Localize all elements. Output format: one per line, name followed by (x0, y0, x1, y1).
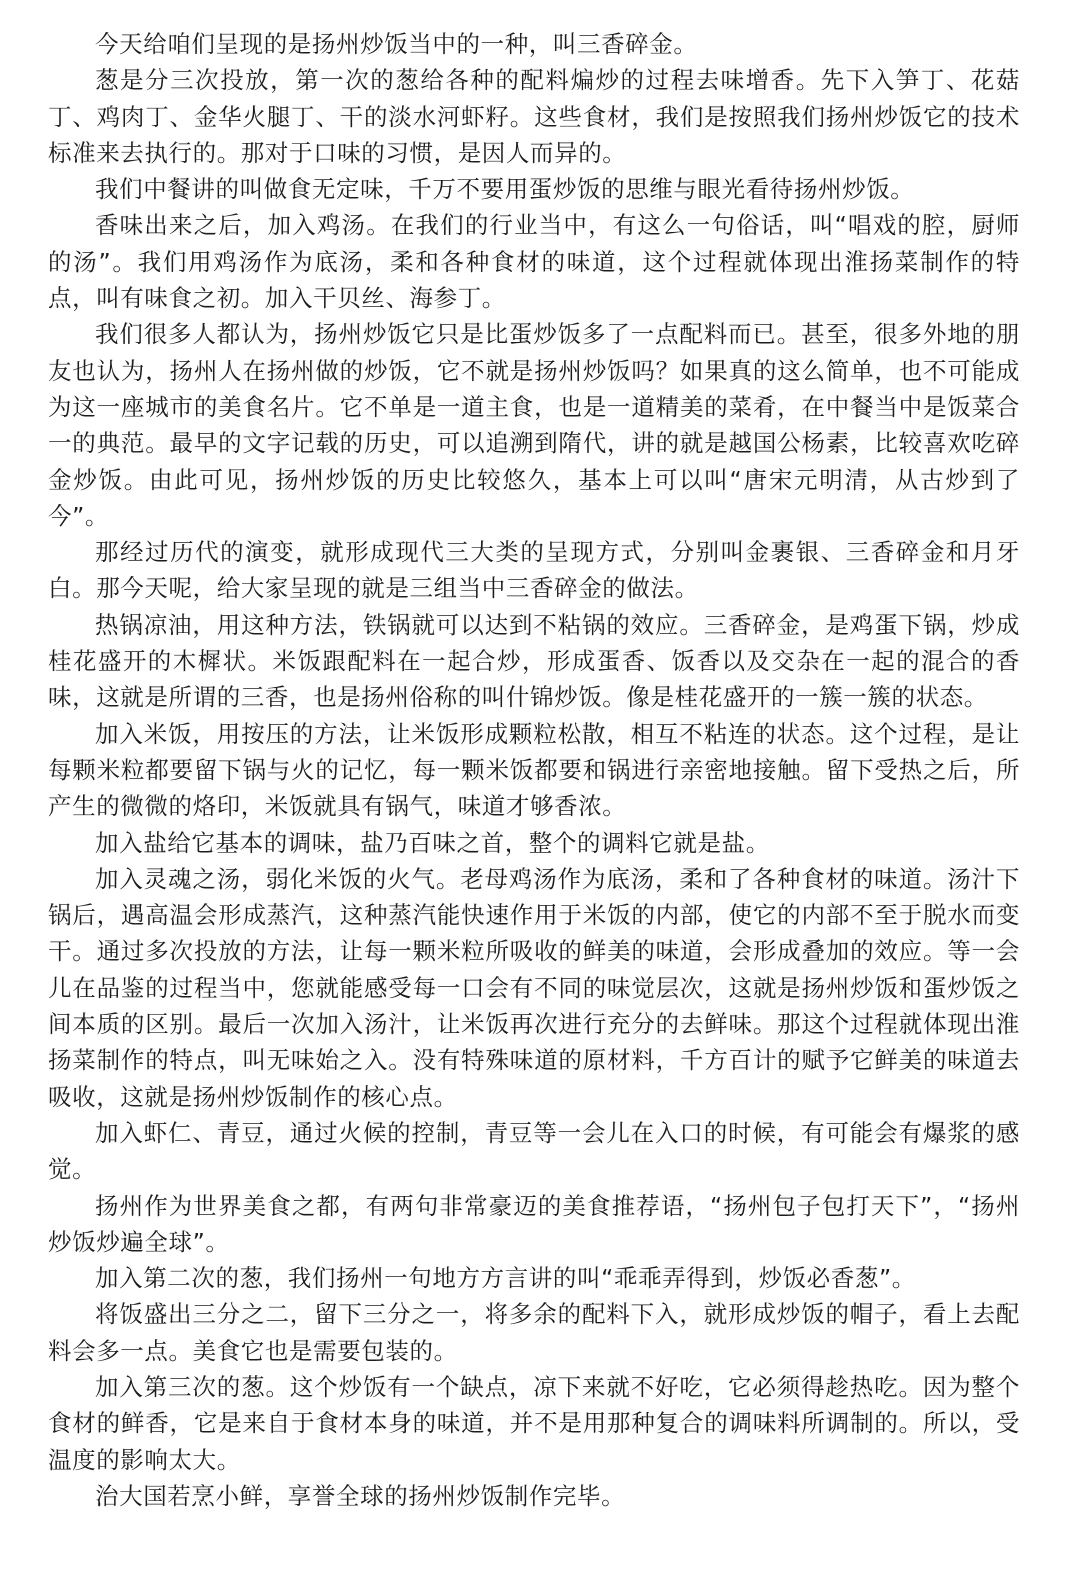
paragraph-12: 扬州作为世界美食之都，有两句非常豪迈的美食推荐语，“扬州包子包打天下”，“扬州炒饭炒遍全球”。 (48, 1191, 1020, 1256)
paragraph-7: 热锅凉油，用这种方法，铁锅就可以达到不粘锅的效应。三香碎金，是鸡蛋下锅，炒成桂花盛开的木樨状。米饭跟配料在一起合炒，形成蛋香、饭香以及交杂在一起的混合的香味，这就是所谓的三香，也是扬州俗称的叫什锦炒饭。像是桂花盛开的一簇一簇的状态。 (48, 610, 1020, 712)
paragraph-1: 今天给咱们呈现的是扬州炒饭当中的一种，叫三香碎金。 (95, 30, 698, 58)
paragraph-13: 加入第二次的葱，我们扬州一句地方方言讲的叫“乖乖弄得到，炒饭必香葱”。 (95, 1264, 916, 1293)
paragraph-14: 将饭盛出三分之二，留下三分之一，将多余的配料下入，就形成炒饭的帽子，看上去配料会多一点。美食它也是需要包装的。 (48, 1300, 1020, 1365)
paragraph-15: 加入第三次的葱。这个炒饭有一个缺点，凉下来就不好吃，它必须得趁热吃。因为整个食材的鲜香，它是来自于食材本身的味道，并不是用那种复合的调味料所调制的。所以，受温度的影响太大。 (48, 1372, 1020, 1474)
paragraph-8: 加入米饭，用按压的方法，让米饭形成颗粒松散，相互不粘连的状态。这个过程，是让每颗米粒都要留下锅与火的记忆，每一颗米饭都要和锅进行亲密地接触。留下受热之后，所产生的微微的烙印，米饭就具有锅气，味道才够香浓。 (48, 719, 1020, 821)
paragraph-3: 我们中餐讲的叫做食无定味，千万不要用蛋炒饭的思维与眼光看待扬州炒饭。 (95, 175, 915, 204)
paragraph-4: 香味出来之后，加入鸡汤。在我们的行业当中，有这么一句俗话，叫“唱戏的腔，厨师的汤”。我们用鸡汤作为底汤，柔和各种食材的味道，这个过程就体现出淮扬菜制作的特点，叫有味食之初。加入干贝丝、海参丁。 (48, 211, 1020, 313)
document-body (48, 26, 1020, 1514)
paragraph-9: 加入盐给它基本的调味，盐乃百味之首，整个的调料它就是盐。 (95, 828, 770, 857)
paragraph-5: 我们很多人都认为，扬州炒饭它只是比蛋炒饭多了一点配料而已。甚至，很多外地的朋友也认为，扬州人在扬州做的炒饭，它不就是扬州炒饭吗？如果真的这么简单，也不可能成为这一座城市的美食名片。它不单是一道主食，也是一道精美的菜肴，在中餐当中是饭菜合一的典范。最早的文字记载的历史，可以追溯到隋代，讲的就是越国公杨素，比较喜欢吃碎金炒饭。由此可见，扬州炒饭的历史比较悠久，基本上可以叫“唐宋元明清，从古炒到了今”。 (48, 320, 1020, 530)
paragraph-10: 加入灵魂之汤，弱化米饭的火气。老母鸡汤作为底汤，柔和了各种食材的味道。汤汁下锅后，遇高温会形成蒸汽，这种蒸汽能快速作用于米饭的内部，使它的内部不至于脱水而变干。通过多次投放的方法，让每一颗米粒所吸收的鲜美的味道，会形成叠加的效应。等一会儿在品鉴的过程当中，您就能感受每一口会有不同的味觉层次，这就是扬州炒饭和蛋炒饭之间本质的区别。最后一次加入汤汁，让米饭再次进行充分的去鲜味。那这个过程就体现出淮扬菜制作的特点，叫无味始之入。没有特殊味道的原材料，千方百计的赋予它鲜美的味道去吸收，这就是扬州炒饭制作的核心点。 (48, 864, 1020, 1111)
paragraph-2: 葱是分三次投放，第一次的葱给各种的配料煸炒的过程去味增香。先下入笋丁、花菇丁、鸡肉丁、金华火腿丁、干的淡水河虾籽。这些食材，我们是按照我们扬州炒饭它的技术标准来去执行的。那对于口味的习惯，是因人而异的。 (48, 66, 1020, 167)
paragraph-11: 加入虾仁、青豆，通过火候的控制，青豆等一会儿在入口的时候，有可能会有爆浆的感觉。 (48, 1118, 1020, 1184)
paragraph-6: 那经过历代的演变，就形成现代三大类的呈现方式，分别叫金裹银、三香碎金和月牙白。那今天呢，给大家呈现的就是三组当中三香碎金的做法。 (48, 538, 1020, 603)
paragraph-16: 治大国若烹小鲜，享誉全球的扬州炒饭制作完毕。 (95, 1481, 626, 1510)
